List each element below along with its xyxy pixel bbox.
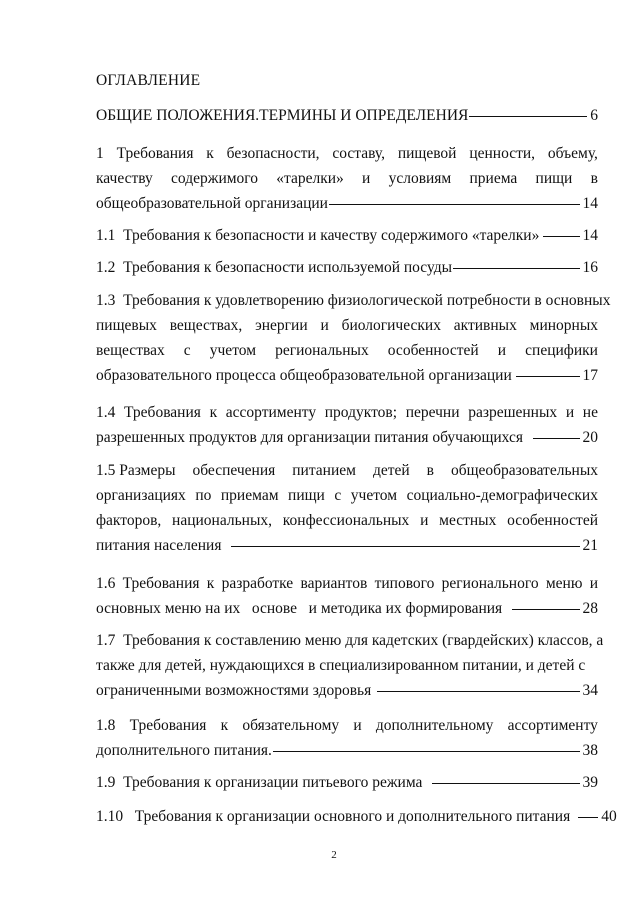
toc-line (96, 508, 598, 533)
toc-word: продуктов; (324, 404, 398, 421)
toc-word: социально-демографических (406, 487, 598, 504)
toc-word: и (565, 404, 575, 421)
toc-word: местных (439, 512, 497, 529)
toc-word: ассортименту (507, 717, 598, 734)
toc-word: по (195, 487, 212, 504)
toc-line (96, 363, 598, 388)
toc-word: приема (469, 170, 518, 187)
toc-word: и (497, 342, 507, 359)
toc-word: и (420, 512, 429, 529)
toc-line (96, 338, 598, 363)
toc-page-number: 6 (590, 107, 598, 124)
toc-word: разработке (221, 575, 294, 592)
toc-word: биологических (341, 317, 441, 334)
toc-word: общеобразовательных (450, 462, 598, 479)
toc-entry-title: также для детей, нуждающихся в специализированном питании, и детей с (96, 657, 586, 674)
toc-word: питанием (292, 462, 356, 479)
toc-word: учетом (350, 487, 398, 504)
toc-word: 1.8 (96, 717, 116, 734)
toc-word: Требования (129, 717, 207, 734)
toc-entry-1-4[interactable] (96, 400, 598, 450)
toc-word: с (183, 342, 191, 359)
toc-word: и (589, 575, 598, 592)
toc-word: веществах (96, 342, 165, 359)
toc-line (96, 628, 604, 653)
toc-entry-title: основных меню на их основе и методика их формирования (96, 600, 503, 617)
toc-entry-1[interactable] (96, 141, 598, 216)
toc-word: «тарелки» (276, 170, 344, 187)
toc-word: к (206, 575, 215, 592)
toc-word: конфессиональных (282, 512, 410, 529)
leader-line (516, 376, 580, 377)
toc-word: Требования (124, 404, 201, 421)
toc-entry-1-1[interactable] (96, 223, 598, 248)
toc-page-number: 38 (582, 742, 598, 759)
toc-page-number: 34 (582, 682, 598, 699)
toc-word: национальных, (172, 512, 273, 529)
toc-page-number: 14 (582, 195, 598, 212)
toc-entry-title: дополнительного питания. (96, 742, 272, 759)
toc-word: вариантов (300, 575, 368, 592)
toc-word: качеству (96, 170, 153, 187)
toc-word: 1.5 Размеры (96, 462, 176, 479)
toc-word: в (426, 462, 434, 479)
toc-word: энергии (255, 317, 308, 334)
toc-line (96, 653, 598, 678)
toc-word: и (353, 717, 362, 734)
toc-entry-title: 1.2 Требования к безопасности используемой посуды (96, 259, 453, 276)
toc-word: приемам (220, 487, 279, 504)
leader-line (543, 236, 579, 237)
toc-entry-general[interactable] (96, 103, 598, 128)
toc-word: с (334, 487, 342, 504)
toc-word: 1 (96, 145, 104, 162)
toc-word: обеспечения (192, 462, 276, 479)
toc-word: веществах, (169, 317, 243, 334)
toc-line (96, 713, 598, 738)
toc-line (96, 483, 598, 508)
toc-page-number: 21 (582, 537, 598, 554)
toc-word: к (209, 404, 218, 421)
toc-word: особенностей (387, 342, 479, 359)
toc-entry-1-6[interactable] (96, 571, 598, 621)
toc-line (96, 738, 598, 763)
toc-word: меню (545, 575, 583, 592)
toc-word: ассортименту (225, 404, 317, 421)
toc-entry-1-7[interactable] (96, 628, 604, 703)
toc-entry-title: ОБЩИЕ ПОЛОЖЕНИЯ.ТЕРМИНЫ И ОПРЕДЕЛЕНИЯ (96, 107, 469, 124)
toc-entry-title: 1.7 Требования к составлению меню для кадетских (гвардейских) классов, а (96, 632, 604, 649)
toc-word: активных (453, 317, 517, 334)
toc-entry-title: 1.10 Требования к организации основного и дополнительного питания (96, 808, 571, 825)
toc-word: пищи (535, 170, 573, 187)
leader-line (329, 204, 580, 205)
toc-heading: ОГЛАВЛЕНИЕ (96, 72, 201, 89)
toc-word: дополнительному (375, 717, 494, 734)
toc-line (96, 141, 598, 166)
toc-entry-1-9[interactable] (96, 770, 598, 795)
toc-word: обязательному (242, 717, 340, 734)
toc-word: факторов, (96, 512, 162, 529)
toc-word: Требования (122, 575, 200, 592)
toc-line (96, 458, 598, 483)
toc-word: и (320, 317, 329, 334)
toc-entry-1-2[interactable] (96, 255, 598, 280)
toc-page-number: 20 (582, 429, 598, 446)
toc-page-number: 16 (582, 259, 598, 276)
toc-entry-title: питания населения (96, 537, 222, 554)
toc-word: региональных (275, 342, 369, 359)
toc-word: Требования (116, 145, 194, 162)
toc-word: составу, (332, 145, 385, 162)
toc-page-number: 40 (601, 808, 617, 825)
toc-word: пищевой (397, 145, 457, 162)
toc-entry-title: 1.9 Требования к организации питьевого режима (96, 774, 423, 791)
toc-line (96, 255, 598, 280)
page-number: 2 (331, 849, 337, 861)
toc-line (96, 804, 617, 829)
toc-line (96, 678, 598, 703)
toc-page-number: 14 (582, 227, 598, 244)
toc-entry-title: 1.1 Требования к безопасности и качеству содержимого «тарелки» (96, 227, 540, 244)
toc-word: 1.4 (96, 404, 116, 421)
toc-word: и (362, 170, 371, 187)
leader-line (377, 691, 579, 692)
toc-word: минорных (529, 317, 598, 334)
toc-word: специфики (525, 342, 598, 359)
toc-word: безопасности, (226, 145, 320, 162)
toc-entry-title: 1.3 Требования к удовлетворению физиологической потребности в основных (96, 292, 611, 309)
toc-word: пищи (288, 487, 325, 504)
toc-line (96, 571, 598, 596)
toc-entry-title: разрешенных продуктов для организации питания обучающихся (96, 429, 523, 446)
toc-word: пищевых (96, 317, 157, 334)
leader-line (432, 783, 579, 784)
toc-line (96, 288, 611, 313)
toc-word: типового (374, 575, 435, 592)
toc-entry-title: ограниченными возможностями здоровья (96, 682, 372, 699)
toc-word: регионального (441, 575, 539, 592)
toc-line (96, 103, 598, 128)
leader-line (469, 116, 587, 117)
toc-word: к (220, 717, 229, 734)
toc-page-number: 17 (582, 367, 598, 384)
leader-line (273, 751, 580, 752)
toc-word: ценности, (469, 145, 536, 162)
toc-entry-1-8[interactable] (96, 713, 598, 763)
toc-word: учетом (209, 342, 257, 359)
toc-word: организациях (96, 487, 186, 504)
toc-line (96, 191, 598, 216)
toc-line (96, 770, 598, 795)
toc-line (96, 400, 598, 425)
toc-word: к (206, 145, 214, 162)
toc-word: разрешенных (468, 404, 558, 421)
toc-word: детей (372, 462, 410, 479)
toc-line (96, 533, 598, 558)
toc-word: особенностей (507, 512, 598, 529)
toc-word: не (582, 404, 598, 421)
toc-page-number: 39 (582, 774, 598, 791)
leader-line (533, 438, 580, 439)
toc-entry-title: общеобразовательной организации (96, 195, 328, 212)
toc-line (96, 223, 598, 248)
toc-word: условиям (388, 170, 452, 187)
leader-line (231, 546, 579, 547)
toc-entry-1-5[interactable] (96, 458, 598, 558)
toc-entry-1-10[interactable] (96, 804, 617, 829)
toc-word: 1.6 (96, 575, 116, 592)
leader-line (512, 609, 579, 610)
toc-line (96, 596, 598, 621)
leader-line (578, 817, 598, 818)
toc-word: в (590, 170, 598, 187)
toc-entry-title: образовательного процесса общеобразовательной организации (96, 367, 512, 384)
toc-entry-1-3[interactable] (96, 288, 611, 388)
toc-word: содержимого (171, 170, 259, 187)
toc-page-number: 28 (582, 600, 598, 617)
toc-line (96, 425, 598, 450)
toc-word: перечни (405, 404, 460, 421)
toc-line (96, 166, 598, 191)
toc-word: объему, (547, 145, 598, 162)
leader-line (453, 268, 579, 269)
toc-line (96, 313, 598, 338)
